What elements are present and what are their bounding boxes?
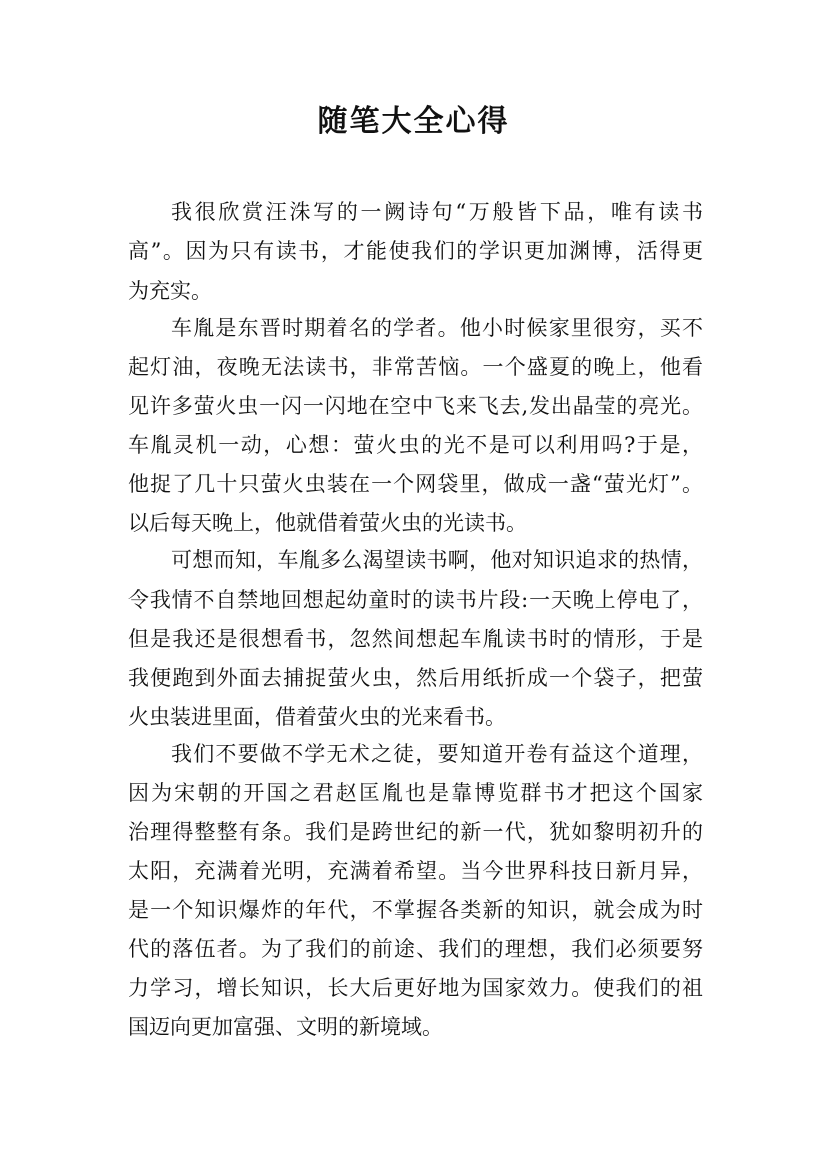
paragraph-2-line-2: 起灯油，夜晚无法读书，非常苦恼。一个盛夏的晚上，他看 xyxy=(128,355,703,379)
paragraph-2-line-1: 车胤是东晋时期着名的学者。他小时候家里很穷，买不 xyxy=(171,316,703,340)
paragraph-2-line-4: 车胤灵机一动，心想：萤火虫的光不是可以利用吗?于是， xyxy=(128,433,703,457)
paragraph-2-line-6: 以后每天晚上，他就借着萤火虫的光读书。 xyxy=(128,511,527,535)
paragraph-3-line-3: 但是我还是很想看书，忽然间想起车胤读书时的情形，于是 xyxy=(128,627,703,651)
paragraph-3-line-1: 可想而知，车胤多么渴望读书啊，他对知识追求的热情， xyxy=(171,548,703,572)
paragraph-4-line-3: 治理得整整有条。我们是跨世纪的新一代，犹如黎明初升的 xyxy=(128,820,703,844)
paragraph-1-line-1: 我很欣赏汪洙写的一阙诗句“万般皆下品，唯有读书 xyxy=(171,200,703,224)
paragraph-4-line-4: 太阳，充满着光明，充满着希望。当今世界科技日新月异， xyxy=(128,859,703,883)
document-title: 随笔大全心得 xyxy=(317,104,510,139)
paragraph-2-line-3: 见许多萤火虫一闪一闪地在空中飞来飞去,发出晶莹的亮光。 xyxy=(128,394,703,418)
paragraph-3-line-5: 火虫装进里面，借着萤火虫的光来看书。 xyxy=(128,705,506,729)
paragraph-3-line-2: 令我情不自禁地回想起幼童时的读书片段:一天晚上停电了， xyxy=(128,588,703,612)
paragraph-4-line-1: 我们不要做不学无术之徒，要知道开卷有益这个道理， xyxy=(171,742,703,766)
paragraph-3-line-4: 我便跑到外面去捕捉萤火虫，然后用纸折成一个袋子，把萤 xyxy=(128,666,703,690)
paragraph-4-line-7: 力学习，增长知识，长大后更好地为国家效力。使我们的祖 xyxy=(128,976,703,1000)
paragraph-2-line-5: 他捉了几十只萤火虫装在一个网袋里，做成一盏“萤光灯”。 xyxy=(128,472,703,496)
paragraph-4-line-2: 因为宋朝的开国之君赵匡胤也是靠博览群书才把这个国家 xyxy=(128,781,703,805)
paragraph-4-line-8: 国迈向更加富强、文明的新境域。 xyxy=(128,1015,443,1039)
paragraph-4-line-5: 是一个知识爆炸的年代，不掌握各类新的知识，就会成为时 xyxy=(128,898,703,922)
paragraph-1-line-2: 高”。因为只有读书，才能使我们的学识更加渊博，活得更 xyxy=(128,239,703,263)
paragraph-4-line-6: 代的落伍者。为了我们的前途、我们的理想，我们必须要努 xyxy=(128,937,703,961)
paragraph-1-line-3: 为充实。 xyxy=(128,279,212,303)
